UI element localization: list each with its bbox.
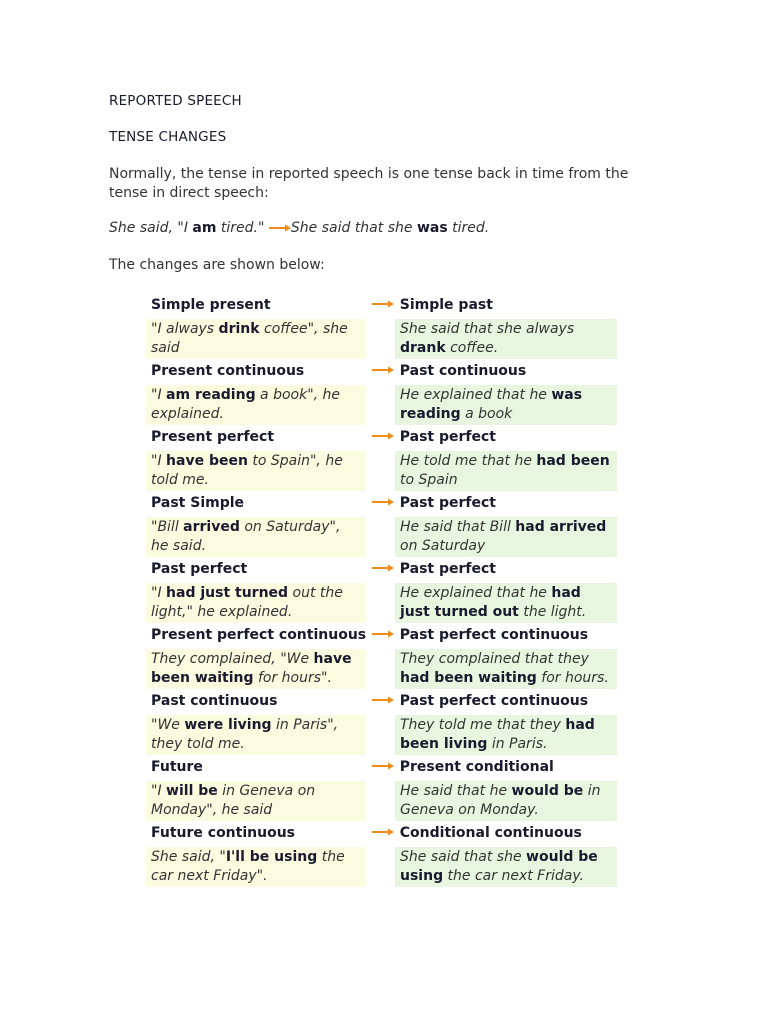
- example-text: "Bill: [151, 519, 184, 535]
- example-text: for hours".: [253, 669, 332, 686]
- direct-speech-example: [146, 385, 366, 425]
- tense-row: [146, 689, 622, 755]
- example-text: coffee", she said: [151, 321, 348, 356]
- reported-tense-label: Present conditional: [399, 759, 554, 775]
- tense-row: [146, 557, 622, 623]
- example-text: They complained that they: [400, 651, 589, 667]
- emphasized-verb: have been waiting: [151, 651, 352, 686]
- section-heading: TENSE CHANGES: [109, 129, 227, 145]
- direct-speech-example: [146, 319, 366, 359]
- example-text: on Saturday", he said.: [151, 519, 341, 554]
- emphasized-verb: have been: [166, 453, 248, 469]
- example-text: for hours.: [536, 669, 609, 686]
- example-text: the car next Friday".: [151, 849, 345, 884]
- direct-speech-example: [146, 847, 366, 887]
- tense-row: [146, 755, 622, 821]
- emphasized-verb: had just turned out: [400, 585, 581, 620]
- emphasized-verb: would be using: [400, 849, 598, 884]
- tense-row: [146, 623, 622, 689]
- example-text: the car next Friday.: [443, 867, 584, 884]
- tense-row: [146, 359, 622, 425]
- reported-speech-example: [395, 649, 617, 689]
- example-text: "I always: [151, 321, 219, 337]
- example-text: He explained that he: [400, 387, 552, 403]
- arrow-right-icon: [269, 224, 291, 232]
- example-sentence: [109, 220, 489, 236]
- arrow-right-icon: [371, 491, 394, 506]
- direct-tense-label: Past continuous: [151, 693, 278, 709]
- direct-speech-example: [146, 715, 366, 755]
- example-text: in Paris", they told me.: [151, 717, 339, 752]
- tense-row: [146, 491, 622, 557]
- tense-row: [146, 293, 622, 359]
- example-text: He told me that he: [400, 453, 537, 469]
- emphasized-verb: drank: [400, 339, 446, 356]
- direct-tense-label: Simple present: [151, 297, 271, 313]
- reported-tense-label: Past perfect: [399, 561, 496, 577]
- direct-tense-label: Future: [151, 759, 203, 775]
- emphasized-verb: had arrived: [515, 519, 607, 535]
- example-text: in Geneva on Monday", he said: [151, 783, 316, 818]
- direct-tense-label: Present continuous: [151, 363, 305, 379]
- arrow-right-icon: [371, 821, 394, 836]
- reported-speech-example: [395, 517, 617, 557]
- direct-tense-label: Present perfect continuous: [151, 627, 367, 643]
- direct-speech-example: [146, 781, 366, 821]
- example-text: "I: [151, 387, 167, 403]
- emphasized-verb: would be: [511, 783, 584, 799]
- emphasized-verb: had been: [536, 453, 610, 469]
- direct-speech-example: [146, 649, 366, 689]
- reported-tense-label: Conditional continuous: [399, 825, 582, 841]
- reported-speech-example: [395, 781, 617, 821]
- example-bold: am: [192, 220, 217, 236]
- example-text: They told me that they: [400, 717, 566, 733]
- arrow-right-icon: [371, 623, 394, 638]
- direct-tense-label: Future continuous: [151, 825, 295, 841]
- arrow-right-icon: [371, 359, 394, 374]
- example-text: "I: [151, 585, 167, 601]
- example-text: a book", he explained.: [151, 387, 341, 422]
- emphasized-verb: drink: [218, 321, 260, 337]
- example-text: "We: [151, 717, 185, 733]
- intro-paragraph: Normally, the tense in reported speech is one tense back in time from the tense in direct speech:: [109, 166, 629, 201]
- changes-intro: The changes are shown below:: [109, 257, 325, 273]
- direct-speech-example: [146, 583, 366, 623]
- example-text: They complained, "We: [151, 651, 314, 667]
- reported-tense-label: Past perfect: [399, 495, 496, 511]
- example-text: She said that she: [290, 220, 417, 236]
- example-text: a book: [460, 405, 513, 422]
- example-text: She said, "I: [109, 220, 193, 236]
- reported-tense-label: Past continuous: [399, 363, 527, 379]
- direct-speech-example: [146, 451, 366, 491]
- arrow-right-icon: [371, 689, 394, 704]
- reported-speech-example: [395, 385, 617, 425]
- example-text: tired.: [447, 220, 490, 236]
- example-text: to Spain", he told me.: [151, 453, 343, 488]
- example-text: the light.: [518, 603, 587, 620]
- tense-row: [146, 425, 622, 491]
- direct-tense-label: Past perfect: [151, 561, 248, 577]
- example-text: "I: [151, 453, 167, 469]
- example-bold: was: [416, 220, 448, 236]
- page-title: REPORTED SPEECH: [109, 93, 242, 109]
- emphasized-verb: will be: [166, 783, 218, 799]
- emphasized-verb: had just turned: [166, 585, 289, 601]
- arrow-right-icon: [371, 293, 394, 308]
- example-text: She said that she: [400, 849, 527, 865]
- arrow-right-icon: [371, 557, 394, 572]
- emphasized-verb: was reading: [400, 387, 583, 422]
- direct-tense-label: Past Simple: [151, 495, 245, 511]
- reported-speech-example: [395, 583, 617, 623]
- example-text: He said that he: [400, 783, 512, 799]
- tense-row: [146, 821, 622, 887]
- emphasized-verb: arrived: [183, 519, 240, 535]
- reported-speech-example: [395, 451, 617, 491]
- example-text: He explained that he: [400, 585, 552, 601]
- tense-change-table: [146, 293, 622, 887]
- example-text: She said that she always: [400, 321, 575, 337]
- reported-speech-example: [395, 847, 617, 887]
- reported-tense-label: Past perfect continuous: [399, 627, 589, 643]
- arrow-right-icon: [371, 425, 394, 440]
- direct-tense-label: Present perfect: [151, 429, 275, 445]
- example-text: coffee.: [445, 339, 499, 356]
- example-text: He said that Bill: [400, 519, 516, 535]
- reported-speech-example: [395, 715, 617, 755]
- reported-speech-example: [395, 319, 617, 359]
- example-text: out the light," he explained.: [151, 585, 343, 620]
- emphasized-verb: had been living: [400, 717, 595, 752]
- reported-tense-label: Past perfect continuous: [399, 693, 589, 709]
- example-text: on Saturday: [400, 537, 486, 554]
- example-text: in Geneva on Monday.: [400, 783, 601, 818]
- emphasized-verb: I'll be using: [225, 849, 318, 865]
- direct-speech-example: [146, 517, 366, 557]
- example-text: tired.": [216, 220, 269, 236]
- reported-tense-label: Past perfect: [399, 429, 496, 445]
- arrow-right-icon: [371, 755, 394, 770]
- emphasized-verb: am reading: [166, 387, 256, 403]
- example-text: to Spain: [400, 471, 458, 488]
- reported-tense-label: Simple past: [399, 297, 493, 313]
- emphasized-verb: were living: [184, 717, 272, 733]
- example-text: in Paris.: [487, 735, 548, 752]
- example-text: "I: [151, 783, 167, 799]
- emphasized-verb: had been waiting: [400, 669, 537, 686]
- example-text: She said, ": [151, 849, 226, 865]
